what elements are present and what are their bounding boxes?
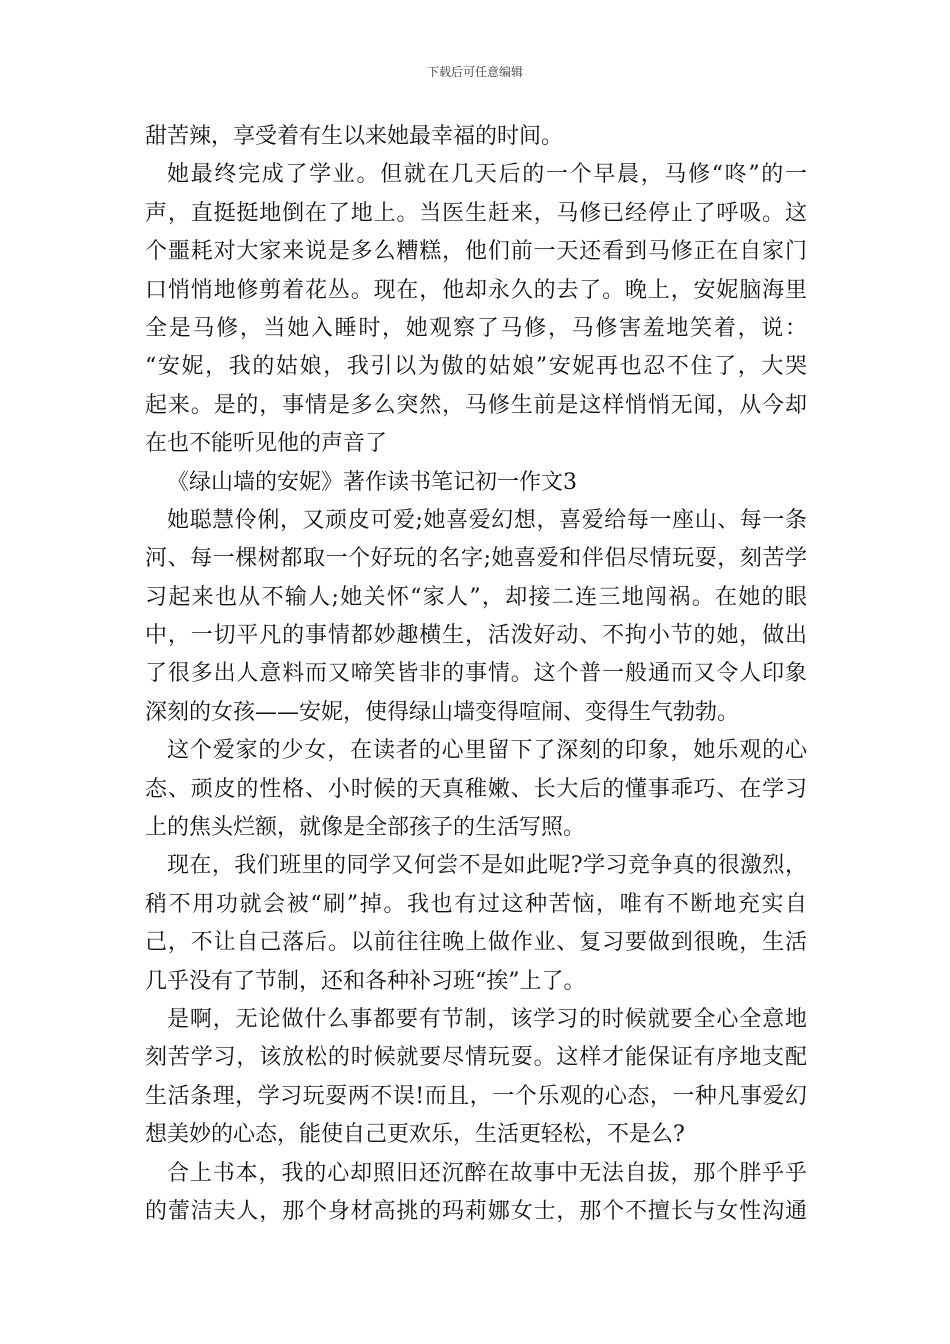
text-line: 这个爱家的少女，在读者的心里留下了深刻的印象，她乐观的心: [167, 738, 807, 764]
text-line: 深刻的女孩——安妮，使得绿山墙变得喧闹、变得生气勃勃。: [145, 699, 740, 725]
text-line: 合上书本，我的心却照旧还沉醉在故事中无法自拔，那个胖乎乎: [167, 1160, 807, 1186]
text-line: 稍不用功就会被“刷”掉。我也有过这种苦恼，唯有不断地充实自: [145, 891, 807, 917]
page-header: 下载后可任意编辑: [426, 65, 523, 79]
text-line: 上的焦头烂额，就像是全部孩子的生活写照。: [145, 815, 586, 841]
text-line: 是啊，无论做什么事都要有节制，该学习的时候就要全心全意地: [167, 1006, 807, 1032]
text-line: 己，不让自己落后。以前往往晚上做作业、复习要做到很晚，生活: [145, 930, 807, 956]
text-line: 态、顽皮的性格、小时候的天真稚嫩、长大后的懂事乖巧、在学习: [145, 776, 807, 802]
text-line: 口悄悄地修剪着花丛。现在，他却永久的去了。晚上，安妮脑海里: [145, 277, 807, 303]
text-line: 生活条理，学习玩耍两不误!而且，一个乐观的心态，一种凡事爱幻: [145, 1083, 807, 1109]
text-line: 甜苦辣，享受着有生以来她最幸福的时间。: [145, 124, 564, 149]
text-line: 全是马修，当她入睡时，她观察了马修，马修害羞地笑着，说：: [145, 315, 807, 341]
text-line: 她最终完成了学业。但就在几天后的一个早晨，马修“咚”的一: [167, 162, 807, 188]
text-line: 刻苦学习，该放松的时候就要尽情玩耍。这样才能保证有序地支配: [145, 1045, 807, 1071]
text-line: 声，直挺挺地倒在了地上。当医生赶来，马修已经停止了呼吸。这: [145, 200, 807, 226]
text-line: 在也不能听见他的声音了: [145, 431, 388, 457]
text-line: 想美妙的心态，能使自己更欢乐，生活更轻松，不是么?: [145, 1122, 685, 1148]
text-line: 几乎没有了节制，还和各种补习班“挨”上了。: [145, 968, 586, 994]
text-line: 《绿山墙的安妮》著作读书笔记初一作文3: [167, 469, 577, 495]
document-body: [145, 118, 807, 1231]
text-line: 她聪慧伶俐，又顽皮可爱;她喜爱幻想，喜爱给每一座山、每一条: [167, 507, 807, 533]
text-line: 河、每一棵树都取一个好玩的名字;她喜爱和伴侣尽情玩耍，刻苦学: [145, 546, 807, 572]
text-line: 的蕾洁夫人，那个身材高挑的玛莉娜女士，那个不擅长与女性沟通: [145, 1198, 807, 1224]
text-line: “安妮，我的姑娘，我引以为傲的姑娘”安妮再也忍不住了，大哭: [145, 354, 807, 380]
text-line: 起来。是的，事情是多么突然，马修生前是这样悄悄无闻，从今却: [145, 392, 807, 418]
text-line: 现在，我们班里的同学又何尝不是如此呢?学习竞争真的很激烈，: [167, 853, 807, 879]
text-line: 了很多出人意料而又啼笑皆非的事情。这个普一般通而又令人印象: [145, 661, 807, 687]
text-line: 习起来也从不输人;她关怀“家人”，却接二连三地闯祸。在她的眼: [145, 584, 807, 610]
text-line: 中，一切平凡的事情都妙趣横生，活泼好动、不拘小节的她，做出: [145, 623, 807, 649]
text-line: 个噩耗对大家来说是多么糟糕，他们前一天还看到马修正在自家门: [145, 239, 807, 265]
